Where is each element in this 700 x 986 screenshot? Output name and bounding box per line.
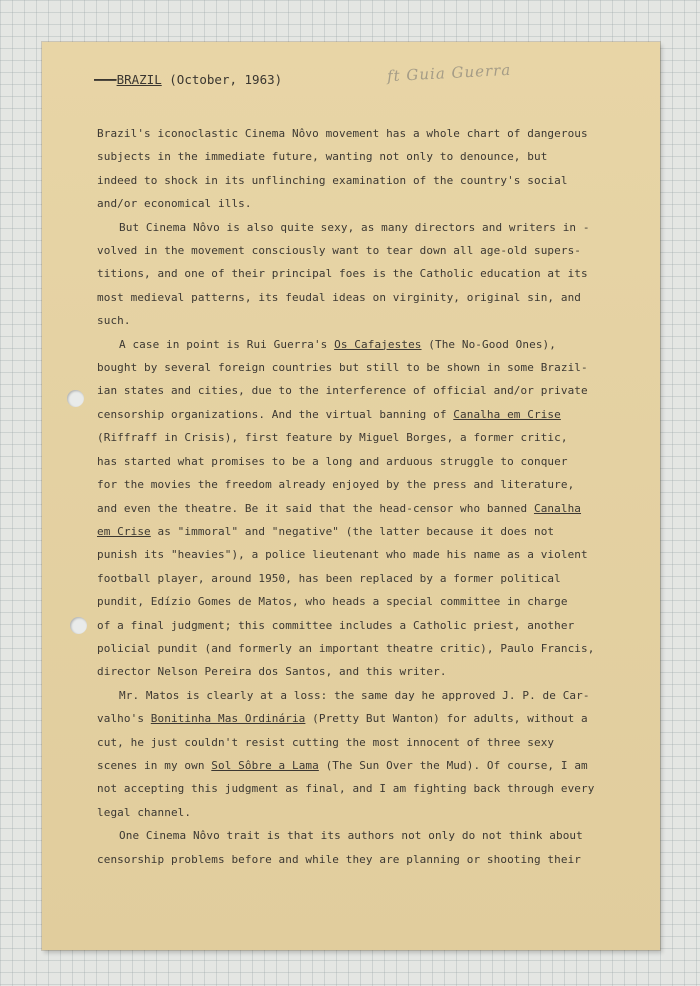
header-country: BRAZIL (116, 72, 162, 87)
text-segment: One Cinema Nôvo trait is that its authors not only do not think about (119, 829, 583, 843)
text-segment: valho's (97, 712, 151, 726)
text-segment: and even the theatre. Be it said that the head-censor who banned (97, 501, 534, 515)
text-line (97, 239, 637, 262)
text-line (97, 520, 637, 543)
header-date: (October, 1963) (169, 72, 283, 87)
text-line (97, 567, 637, 590)
text-segment: (Riffraff in Crisis), first feature by Miguel Borges, a former critic, (97, 431, 568, 445)
text-segment: Brazil's iconoclastic Cinema Nôvo movement has a whole chart of dangerous (97, 127, 588, 140)
text-line (97, 286, 637, 309)
text-segment: ian states and cities, due to the interference of official and/or private (97, 384, 588, 398)
text-segment: football player, around 1950, has been replaced by a former political (97, 571, 561, 585)
text-line (97, 660, 637, 683)
punch-hole (67, 390, 84, 407)
text-line (97, 543, 637, 566)
article-body (97, 122, 637, 871)
text-segment: But Cinema Nôvo is also quite sexy, as many directors and writers in - (119, 220, 590, 234)
text-segment: policial pundit (and formerly an important theatre critic), Paulo Francis, (97, 641, 595, 655)
text-segment: scenes in my own (97, 758, 212, 772)
text-segment: (Pretty But Wanton) for adults, without a (305, 712, 588, 726)
film-title: em Crise (97, 524, 151, 538)
text-segment: such. (97, 314, 131, 328)
text-line (97, 614, 637, 637)
film-title: Canalha em Crise (453, 407, 561, 421)
text-line (97, 777, 637, 800)
text-line (97, 450, 637, 473)
page-header (94, 72, 282, 87)
text-line (97, 754, 637, 777)
text-segment: of a final judgment; this committee includes a Catholic priest, another (97, 618, 575, 632)
typewritten-page (42, 42, 660, 950)
film-title: Os Cafajestes (334, 337, 422, 351)
text-line (97, 801, 637, 824)
text-line (97, 426, 637, 449)
text-line (97, 169, 637, 192)
text-segment: for the movies the freedom already enjoyed by the press and literature, (97, 478, 575, 492)
text-line (97, 379, 637, 402)
text-segment: A case in point is Rui Guerra's (119, 337, 335, 351)
text-line (97, 590, 637, 613)
text-line (97, 262, 637, 285)
text-line (97, 333, 637, 356)
text-line (97, 356, 637, 379)
text-line (97, 707, 637, 730)
text-segment: punish its "heavies"), a police lieutenant who made his name as a violent (97, 548, 588, 562)
text-segment: director Nelson Pereira dos Santos, and this writer. (97, 665, 447, 679)
text-segment: has started what promises to be a long and arduous struggle to conquer (97, 454, 568, 468)
text-line (97, 192, 637, 215)
pencil-annotation: ft Guia Guerra (386, 60, 512, 86)
struck-dash: ——— (94, 72, 117, 87)
text-segment: volved in the movement consciously want to tear down all age-old supers- (97, 244, 582, 258)
text-line (97, 824, 637, 847)
text-line (97, 216, 637, 239)
text-line (97, 731, 637, 754)
text-segment: pundit, Edízio Gomes de Matos, who heads a special committee in charge (97, 595, 568, 609)
text-line (97, 637, 637, 660)
text-segment: most medieval patterns, its feudal ideas on virginity, original sin, and (97, 290, 582, 304)
text-segment: (The No-Good Ones), (421, 337, 556, 351)
film-title: Bonitinha Mas Ordinária (150, 712, 306, 726)
text-segment: subjects in the immediate future, wanting not only to denounce, but (97, 150, 548, 164)
text-line (97, 309, 637, 332)
text-segment: titions, and one of their principal foes is the Catholic education at its (97, 267, 588, 281)
punch-hole (70, 617, 87, 634)
text-segment: cut, he just couldn't resist cutting the most innocent of three sexy (97, 735, 555, 749)
text-segment: indeed to shock in its unflinching examination of the country's social (97, 173, 568, 187)
text-line (97, 473, 637, 496)
text-segment: not accepting this judgment as final, and I am fighting back through every (97, 782, 595, 796)
text-line (97, 403, 637, 426)
text-segment: censorship organizations. And the virtual banning of (97, 407, 454, 421)
text-segment: legal channel. (97, 805, 192, 819)
text-segment: (The Sun Over the Mud). Of course, I am (318, 758, 588, 772)
text-segment: censorship problems before and while they are planning or shooting their (97, 852, 582, 866)
text-segment: as "immoral" and "negative" (the latter because it does not (150, 524, 555, 538)
text-line (97, 848, 637, 871)
film-title: Sol Sôbre a Lama (211, 758, 319, 772)
text-line (97, 145, 637, 168)
text-line (97, 684, 637, 707)
text-segment: and/or economical ills. (97, 197, 252, 211)
film-title: Canalha (533, 501, 582, 515)
text-line (97, 122, 637, 145)
text-segment: bought by several foreign countries but still to be shown in some Brazil- (97, 361, 588, 375)
text-line (97, 497, 637, 520)
text-segment: Mr. Matos is clearly at a loss: the same day he approved J. P. de Car- (119, 688, 590, 702)
